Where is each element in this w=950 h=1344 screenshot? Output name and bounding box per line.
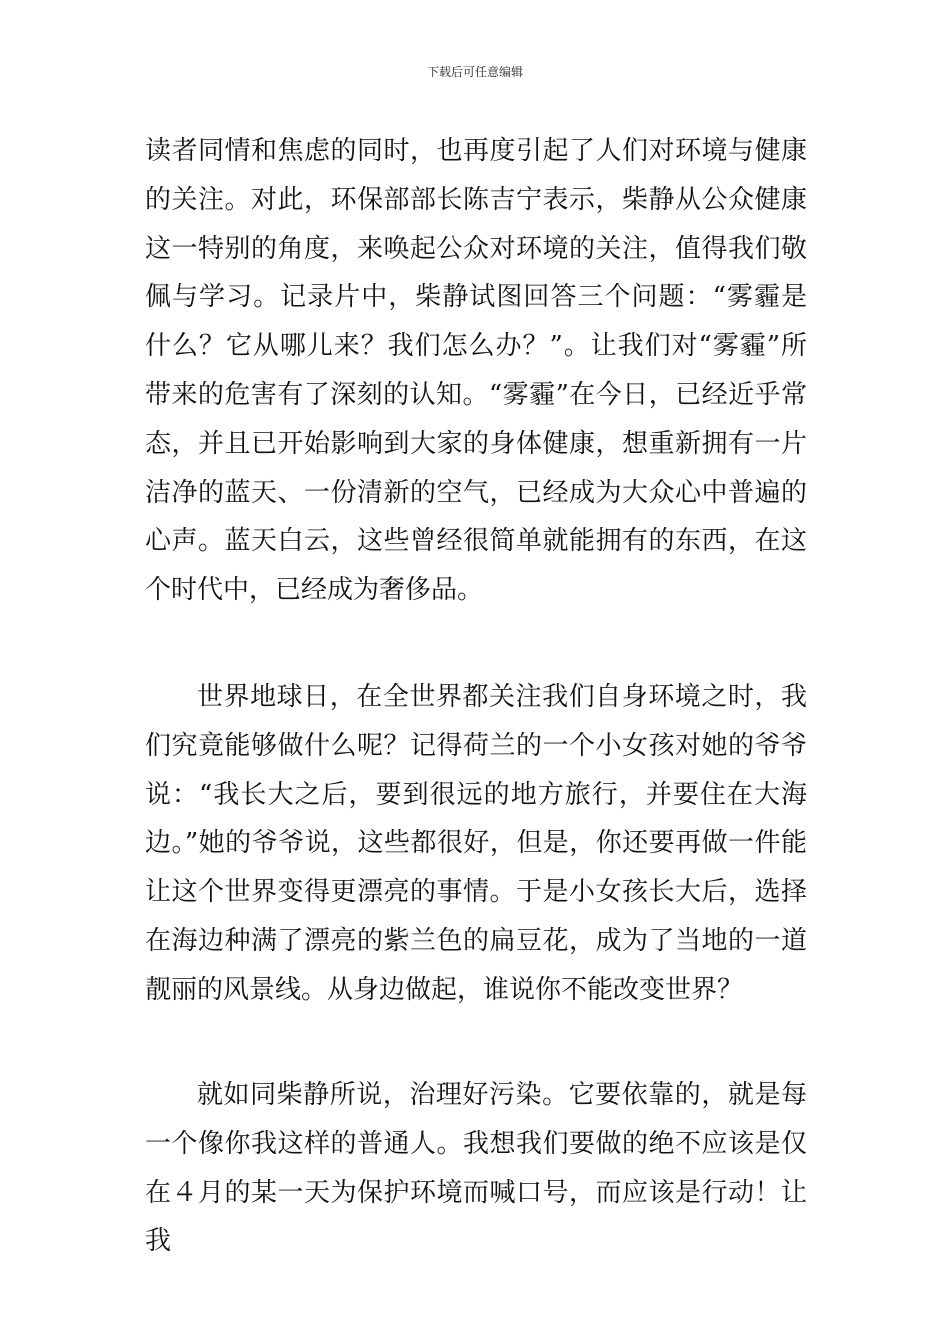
page-header-note: 下载后可任意编辑 (426, 65, 523, 79)
paragraph-1: 读者同情和焦虑的同时，也再度引起了人们对环境与健康的关注。对此，环保部部长陈吉宁表示，柴静从公众健康这一特别的角度，来唤起公众对环境的关注，值得我们敬佩与学习。记录片中，柴静试图回答三个问题：“雾霾是什么？它从哪儿来？我们怎么办？”。让我们对“雾霾”所带来的危害有了深刻的认知。“雾霾”在今日，已经近乎常态，并且已开始影响到大家的身体健康，想重新拥有一片洁净的蓝天、一份清新的空气，已经成为大众心中普遍的心声。蓝天白云，这些曾经很简单就能拥有的东西，在这个时代中，已经成为奢侈品。 (145, 136, 807, 606)
paragraph-2: 世界地球日，在全世界都关注我们自身环境之时，我们究竟能够做什么呢？记得荷兰的一个小女孩对她的爷爷说：“我长大之后，要到很远的地方旅行，并要住在大海边。”她的爷爷说，这些都很好，但是，你还要再做一件能让这个世界变得更漂亮的事情。于是小女孩长大后，选择在海边种满了漂亮的紫兰色的扁豆花，成为了当地的一道靓丽的风景线。从身边做起，谁说你不能改变世界？ (145, 682, 807, 1005)
paragraph-3: 就如同柴静所说，治理好污染。它要依靠的，就是每一个像你我这样的普通人。我想我们要做的绝不应该是仅在４月的某一天为保护环境而喊口号，而应该是行动！让我 (145, 1080, 807, 1257)
